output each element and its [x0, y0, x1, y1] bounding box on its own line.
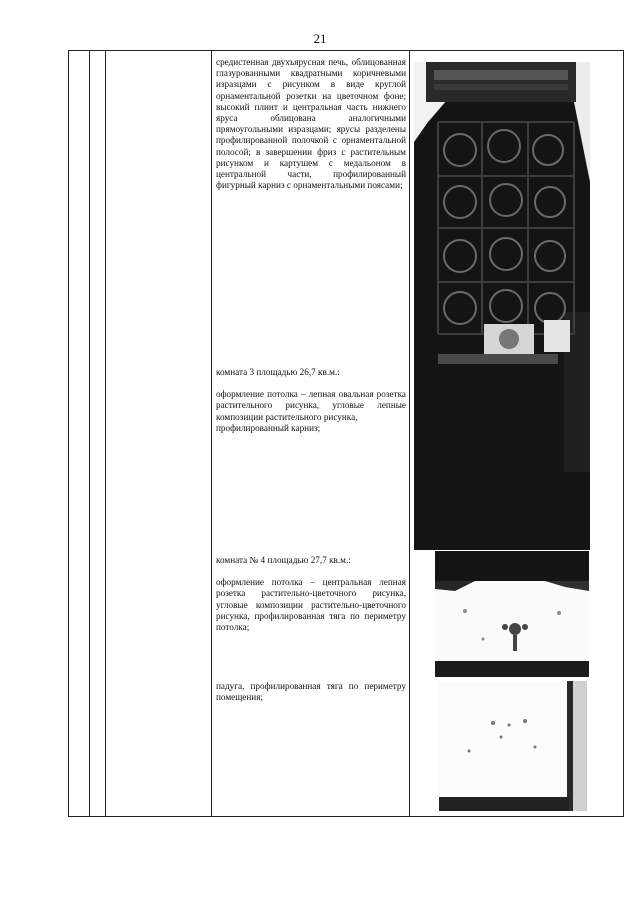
column-divider-1 [89, 51, 90, 816]
column-divider-2 [105, 51, 106, 816]
monument-table [68, 50, 624, 817]
frieze-description: падуга, профилированная тяга по периметру помещения; [216, 681, 406, 703]
room-3-description: комната 3 площадью 26,7 кв.м.: оформление потолка – лепная овальная розетка растительного рисунка, угловые лепные композиции растительного рисунка, профилированный карниз; [216, 367, 406, 433]
frieze-photo [439, 681, 587, 811]
column-divider-3 [211, 51, 212, 816]
room-4-heading: комната № 4 площадью 27,7 кв.м.: [216, 555, 351, 565]
ceiling-rosette-photo [435, 551, 589, 677]
stove-description: средистенная двухъярусная печь, облицованная глазурованными квадратными коричневыми изразцами с рисунком в виде круглой орнаментальной розетки на цветочном фоне; высокий плинт и центральная часть нижнего яруса облицована аналогичными прямоугольными изразцами; ярусы разделены профилированной полочкой с орнаментальной полосой; в завершении фриз с растительным рисунком и картушем с медальоном в центральной части, профилированный фигурный карниз с орнаментальными поясами; [216, 57, 406, 191]
room-4-description: комната № 4 площадью 27,7 кв.м.: оформление потолка – центральная лепная розетка растительно-цветочного рисунка, угловые композиции растительно-цветочного рисунка, профилированная тяга по периметру потолка; [216, 555, 406, 633]
room-3-heading: комната 3 площадью 26,7 кв.м.: [216, 367, 340, 377]
stove-photo [414, 62, 590, 550]
column-divider-4 [409, 51, 410, 816]
page-number: 21 [313, 31, 327, 46]
